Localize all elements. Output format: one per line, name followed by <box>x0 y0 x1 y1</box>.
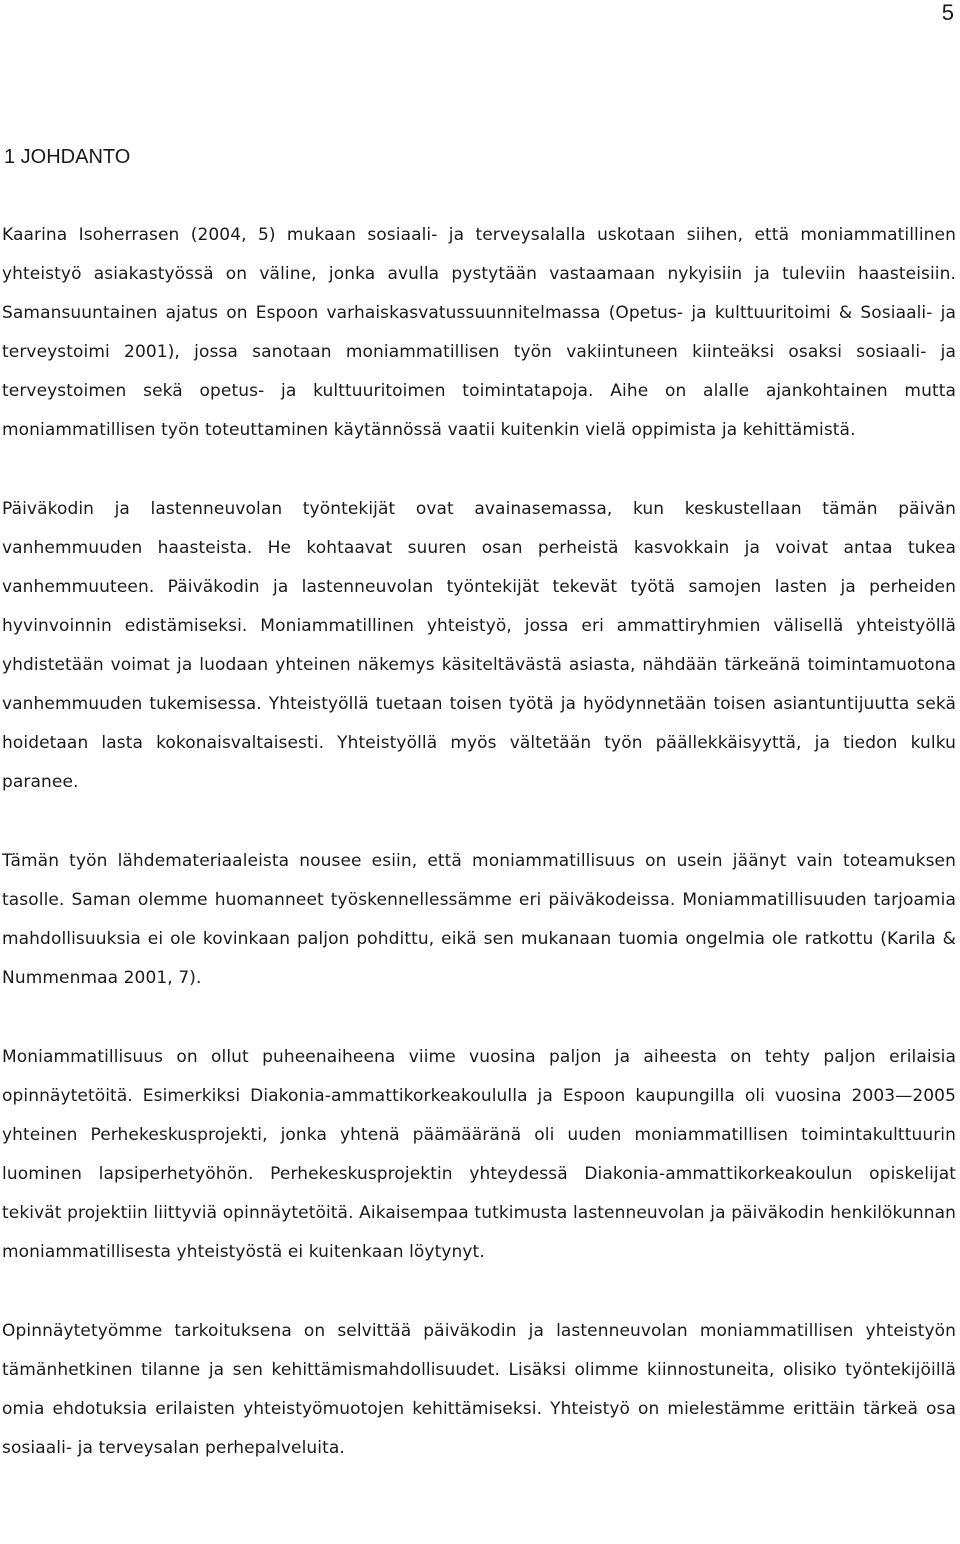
chapter-heading: 1 JOHDANTO <box>4 146 131 168</box>
paragraph-4: Moniammatillisuus on ollut puheenaiheena viime vuosina paljon ja aiheesta on tehty paljon erilaisia opinnäytetöitä. Esimerkiksi Diakonia-ammattikorkeakoululla ja Espoon kaupungilla oli vuosina 2003—2005 yhteinen Perhekeskusprojekti, jonka yhtenä päämääränä oli uuden moniammatillisen toimintakulttuurin luominen lapsiperhetyöhön. Perhekeskusprojektin yhteydessä Diakonia-ammattikorkeakoulun opiskelijat tekivät projektiin liittyviä opinnäytetöitä. Aikaisempaa tutkimusta lastenneuvolan ja päiväkodin henkilökunnan moniammatillisesta yhteistyöstä ei kuitenkaan löytynyt. <box>2 1047 956 1262</box>
page-number: 5 <box>941 0 954 25</box>
paragraph-3: Tämän työn lähdemateriaaleista nousee esiin, että moniammatillisuus on usein jäänyt vain toteamuksen tasolle. Saman olemme huomanneet työskennellessämme eri päiväkodeissa. Moniammatillisuuden tarjoamia mahdollisuuksia ei ole kovinkaan paljon pohdittu, eikä sen mukanaan tuomia ongelmia ole ratkottu (Karila & Nummenmaa 2001, 7). <box>2 851 956 988</box>
paragraph-5: Opinnäytetyömme tarkoituksena on selvittää päiväkodin ja lastenneuvolan moniammatillisen yhteistyön tämänhetkinen tilanne ja sen kehittämismahdollisuudet. Lisäksi olimme kiinnostuneita, olisiko työntekijöillä omia ehdotuksia erilaisten yhteistyömuotojen kehittämiseksi. Yhteistyö on mielestämme erittäin tärkeä osa sosiaali- ja terveysalan perhepalveluita. <box>2 1321 956 1458</box>
paragraph-2: Päiväkodin ja lastenneuvolan työntekijät ovat avainasemassa, kun keskustellaan tämän päivän vanhemmuuden haasteista. He kohtaavat suuren osan perheistä kasvokkain ja voivat antaa tukea vanhemmuuteen. Päiväkodin ja lastenneuvolan työntekijät tekevät työtä samojen lasten ja perheiden hyvinvoinnin edistämiseksi. Moniammatillinen yhteistyö, jossa eri ammattiryhmien välisellä yhteistyöllä yhdistetään voimat ja luodaan yhteinen näkemys käsiteltävästä asiasta, nähdään tärkeänä toimintamuotona vanhemmuuden tukemisessa. Yhteistyöllä tuetaan toisen työtä ja hyödynnetään toisen asiantuntijuutta sekä hoidetaan lasta kokonaisvaltaisesti. Yhteistyöllä myös vältetään työn päällekkäisyyttä, ja tiedon kulku paranee. <box>2 499 956 792</box>
body-text <box>2 216 956 1468</box>
paragraph-1: Kaarina Isoherrasen (2004, 5) mukaan sosiaali- ja terveysalalla uskotaan siihen, että moniammatillinen yhteistyö asiakastyössä on väline, jonka avulla pystytään vastaamaan nykyisiin ja tuleviin haasteisiin. Samansuuntainen ajatus on Espoon varhaiskasvatussuunnitelmassa (Opetus- ja kulttuuritoimi & Sosiaali- ja terveystoimi 2001), jossa sanotaan moniammatillisen työn vakiintuneen kiinteäksi osaksi sosiaali- ja terveystoimen sekä opetus- ja kulttuuritoimen toimintatapoja. Aihe on alalle ajankohtainen mutta moniammatillisen työn toteuttaminen käytännössä vaatii kuitenkin vielä oppimista ja kehittämistä. <box>2 225 956 440</box>
